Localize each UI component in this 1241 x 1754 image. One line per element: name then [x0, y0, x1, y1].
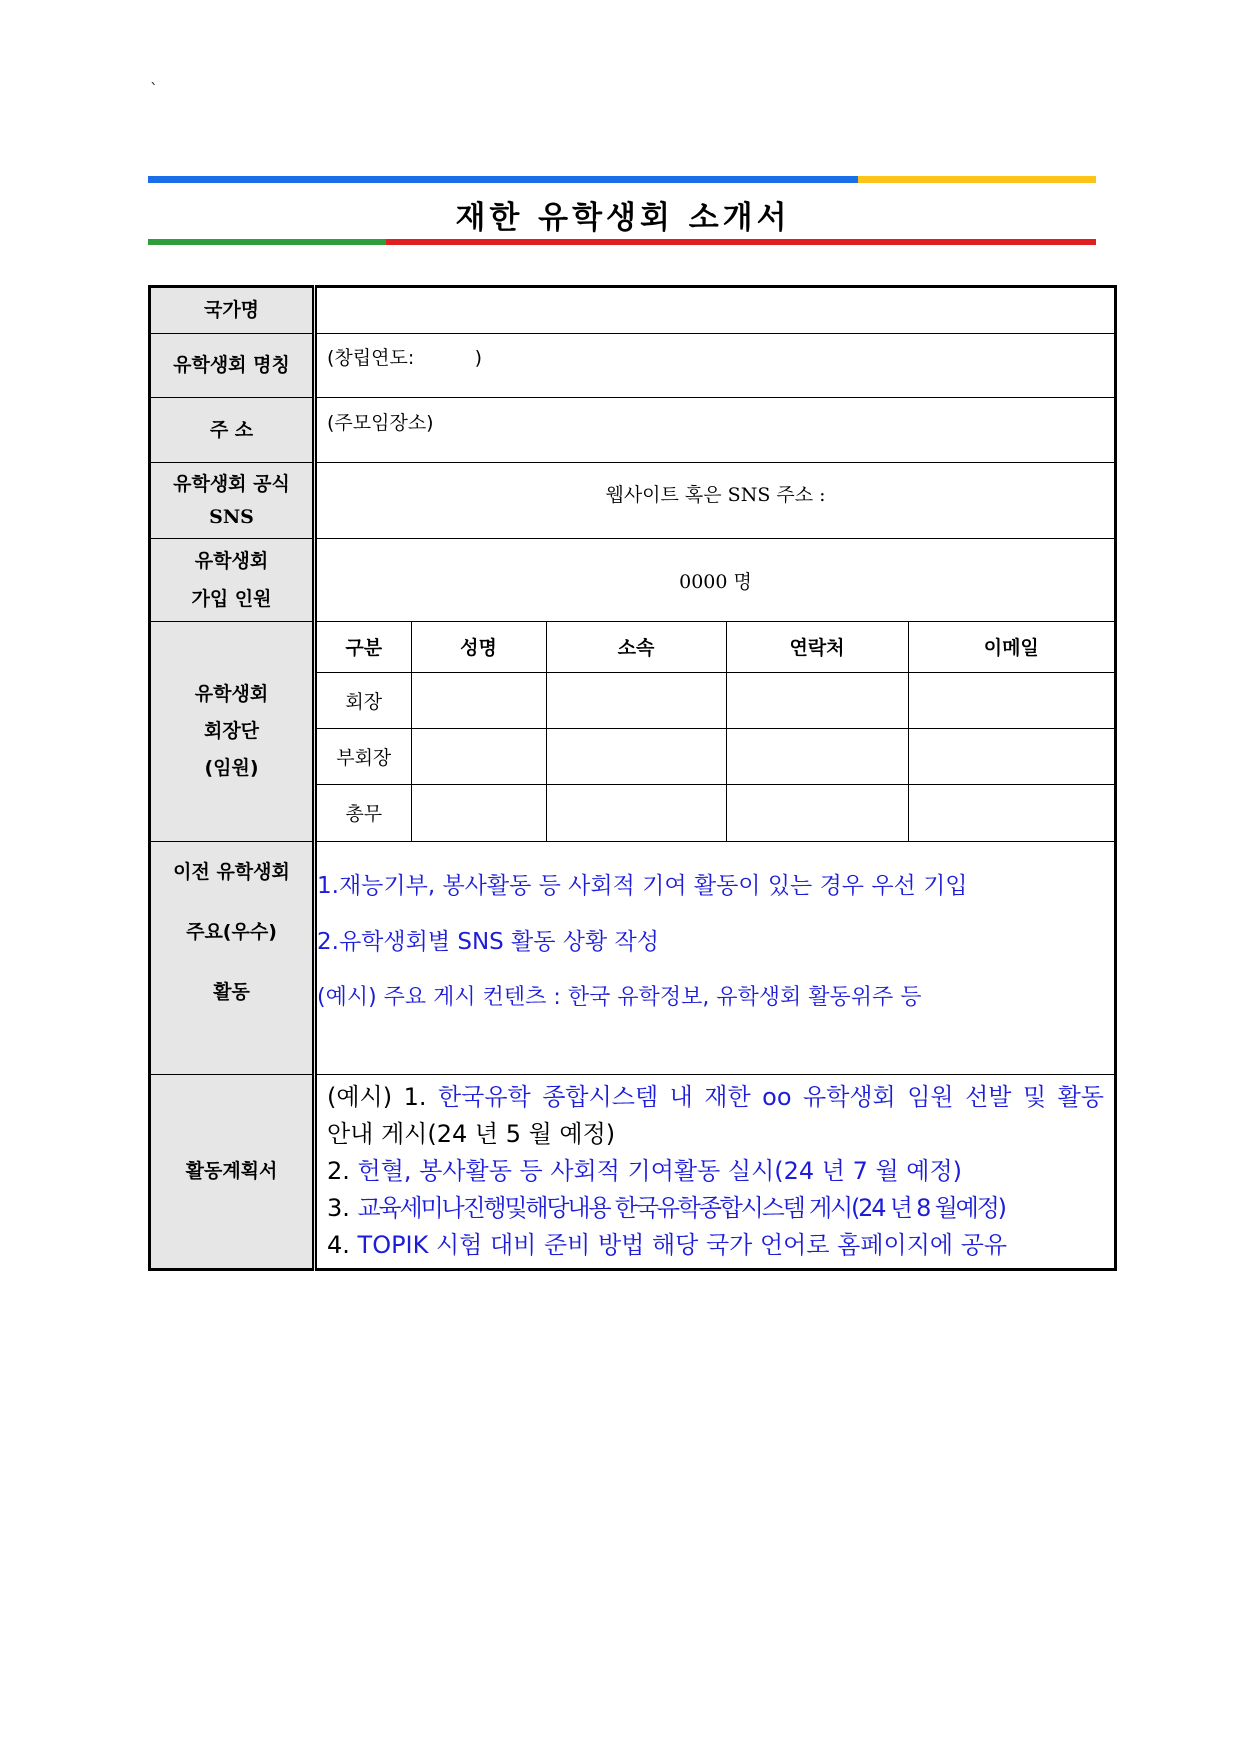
plan-num-2: 2. [327, 1157, 358, 1185]
vice-president-name-cell[interactable] [411, 728, 546, 784]
name-field[interactable] [315, 334, 1116, 398]
secretary-contact-cell[interactable] [726, 784, 908, 841]
plan-item-1: 한국유학 종합시스템 내 재한 oo 유학생회 임원 선발 및 활동 [437, 1083, 1104, 1111]
col-header-contact: 연락처 [726, 622, 908, 672]
col-header-name: 성명 [411, 622, 546, 672]
plan-example-prefix: (예시) 1. [327, 1083, 438, 1111]
label-sns [150, 463, 315, 539]
address-hint: (주모임장소) [327, 411, 434, 434]
secretary-email-cell[interactable] [908, 784, 1114, 841]
col-header-role: 구분 [345, 637, 383, 660]
plan-line-4 [327, 1227, 1104, 1264]
intro-form-table [148, 285, 1117, 1271]
label-sns-line1: 유학생회 공식 [173, 473, 290, 496]
col-header-affiliation: 소속 [546, 622, 726, 672]
president-email-cell[interactable] [908, 672, 1114, 728]
sns-hint: 웹사이트 혹은 SNS 주소 : [605, 484, 826, 506]
plan-line-3 [327, 1190, 1104, 1227]
row-activities [150, 842, 1116, 1075]
label-activities-line1: 이전 유학생회 [173, 861, 290, 883]
plan-item-2: 헌혈, 봉사활동 등 사회적 기여활동 실시(24 년 7 월 예정) [357, 1157, 963, 1185]
label-address: 주 소 [150, 398, 315, 463]
label-sns-line2: SNS [209, 505, 254, 528]
vice-president-affiliation-cell[interactable] [546, 728, 726, 784]
president-affiliation-cell[interactable] [546, 672, 726, 728]
secretary-name-cell[interactable] [411, 784, 546, 841]
president-contact-cell[interactable] [726, 672, 908, 728]
plan-num-3: 3. [327, 1194, 358, 1222]
activity-note-3: (예시) 주요 게시 컨텐츠 : 한국 유학정보, 유학생회 활동위주 등 [317, 985, 922, 1010]
role-president: 회장 [317, 672, 411, 728]
row-address [150, 398, 1116, 463]
label-plan: 활동계획서 [150, 1075, 315, 1270]
members-field[interactable] [315, 539, 1116, 622]
label-members-line1: 유학생회 [194, 550, 269, 572]
sns-field[interactable] [315, 463, 1116, 539]
corner-mark: ` [150, 80, 158, 99]
label-activities-line3: 활동 [213, 981, 250, 1003]
label-name: 유학생회 명칭 [150, 334, 315, 398]
founding-year-hint: (창립연도: ) [327, 347, 483, 369]
vice-president-email-cell[interactable] [908, 728, 1114, 784]
row-country [150, 287, 1116, 334]
row-officers [150, 622, 1116, 842]
label-officers-line3: (임원) [204, 757, 259, 780]
role-secretary: 총무 [317, 784, 411, 841]
label-officers [150, 622, 315, 842]
footer-bar-red [386, 239, 1096, 245]
officer-row-secretary [317, 784, 1114, 841]
label-activities [150, 842, 315, 1075]
activities-field[interactable] [315, 842, 1116, 1075]
row-sns [150, 463, 1116, 539]
country-field[interactable] [315, 287, 1116, 334]
address-field[interactable] [315, 398, 1116, 463]
role-vice-president: 부회장 [317, 728, 411, 784]
row-name [150, 334, 1116, 398]
label-country: 국가명 [150, 287, 315, 334]
members-count: 0000 명 [679, 570, 752, 593]
plan-item-3: 교육세미나진행및해당내용 한국유학종합시스템 게시(24 년 8 월예정) [357, 1194, 1005, 1222]
header-bar-yellow [858, 176, 1096, 183]
label-activities-line2: 주요(우수) [186, 921, 277, 943]
col-header-email: 이메일 [908, 622, 1114, 672]
activity-note-2: 2.유학생회별 SNS 활동 상황 작성 [317, 929, 659, 955]
activity-note-1: 1.재능기부, 봉사활동 등 사회적 기여 활동이 있는 경우 우선 기입 [317, 873, 968, 899]
president-name-cell[interactable] [411, 672, 546, 728]
label-officers-line1: 유학생회 [194, 682, 269, 705]
plan-line-2 [327, 1153, 1104, 1190]
vice-president-contact-cell[interactable] [726, 728, 908, 784]
label-members-line2: 가입 인원 [191, 588, 272, 610]
officers-header-row [317, 622, 1114, 672]
document-title: 재한 유학생회 소개서 [455, 200, 791, 236]
officers-table [317, 622, 1114, 841]
officer-row-vice-president [317, 728, 1114, 784]
row-plan [150, 1075, 1116, 1270]
secretary-affiliation-cell[interactable] [546, 784, 726, 841]
plan-field[interactable] [315, 1075, 1116, 1270]
officer-row-president [317, 672, 1114, 728]
footer-bar-green [148, 239, 386, 245]
plan-line-1 [327, 1079, 1104, 1116]
officers-cell [315, 622, 1116, 842]
plan-num-4: 4. [327, 1231, 358, 1259]
plan-item-1-cont: 안내 게시(24 년 5 월 예정) [327, 1120, 616, 1148]
header-bar-blue [148, 176, 858, 183]
label-officers-line2: 회장단 [203, 719, 260, 742]
plan-item-4: TOPIK 시험 대비 준비 방법 해당 국가 언어로 홈페이지에 공유 [357, 1231, 1008, 1259]
row-members [150, 539, 1116, 622]
label-members [150, 539, 315, 622]
